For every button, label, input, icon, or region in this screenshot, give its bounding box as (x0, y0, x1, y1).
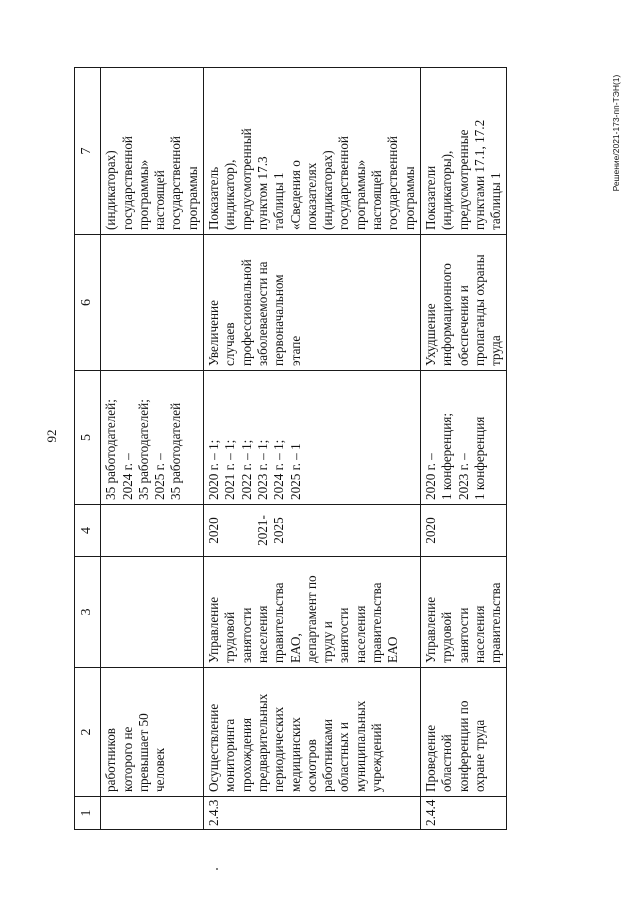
cell-text-line: Показатель (206, 166, 222, 230)
cell-text-line: занятости (238, 607, 254, 663)
cell-text-line: программы» (135, 159, 151, 230)
indicator-link-cell (101, 68, 204, 235)
cell-text-line: этапе (287, 335, 303, 366)
item-number-cell (204, 797, 421, 830)
cell-text-line: государственной (385, 136, 401, 230)
cell-text-line: областных и (336, 722, 352, 792)
cell-text-line: случаев (222, 322, 238, 366)
table-row (101, 68, 204, 830)
cell-text-line: осмотров (303, 739, 319, 792)
cell-text-line: 2024 г. – (119, 453, 135, 500)
cell-text-line: 2020 г. – (422, 453, 438, 500)
cell-text-line: департамент по (303, 575, 319, 663)
table-header-row (75, 68, 101, 830)
table-row (420, 68, 506, 830)
consequence-cell (204, 235, 421, 371)
cell-text-line: (индикаторах) (103, 150, 119, 230)
cell-text-line: населения (352, 605, 368, 663)
cell-text-line: государственной (336, 136, 352, 230)
cell-text-line: 1 конференция; (439, 412, 455, 500)
cell-text-line: ЕАО, (287, 633, 303, 663)
cell-text-line: Увеличение (206, 300, 222, 366)
cell-text-line: (индикатор), (222, 159, 238, 230)
cell-text-line: программы (184, 166, 200, 230)
cell-text-line: 35 работодателей; (103, 399, 119, 500)
cell-text-line: прохождения (238, 717, 254, 792)
cell-text-line: конференции по (455, 700, 471, 792)
activity-name-cell (420, 668, 506, 797)
document-code: Решение/2021-173-пп-ТЭН(1) (611, 74, 621, 192)
cell-text-line: 2025 г. – (152, 453, 168, 500)
cell-text-line: программы» (352, 159, 368, 230)
cell-text-line: занятости (336, 607, 352, 663)
cell-text-line: пунктами 17.1, 17.2 (471, 119, 487, 230)
responsible-executor-cell (420, 557, 506, 668)
cell-text-line: государственной (168, 136, 184, 230)
cell-text-line: пунктом 17.3 (254, 156, 270, 230)
period-cell (204, 505, 421, 557)
header-col-5: 5 (75, 371, 101, 505)
responsible-executor-cell (204, 557, 421, 668)
cell-text-line: 2022 г. – 1; (238, 439, 254, 500)
cell-text-line: 2025 г. – 1 (287, 443, 303, 500)
cell-text-line: 35 работодателей; (135, 399, 151, 500)
cell-text-line: мониторинга (222, 718, 238, 792)
cell-text-line: «Сведения о (287, 160, 303, 230)
cell-text-line: 2.4.4 (422, 799, 438, 826)
responsible-executor-cell (101, 557, 204, 668)
cell-text-line: ЕАО (385, 636, 401, 663)
cell-text-line: Управление (206, 596, 222, 663)
cell-text-line: 2020 (206, 517, 222, 544)
cell-text-line: первоначальном (271, 274, 287, 366)
indicator-link-cell (204, 68, 421, 235)
item-number-cell (101, 797, 204, 830)
header-col-3: 3 (75, 557, 101, 668)
cell-text-line: 2020 (422, 517, 438, 544)
header-col-7: 7 (75, 68, 101, 235)
consequence-cell (420, 235, 506, 371)
cell-text-line: занятости (455, 607, 471, 663)
cell-text-line: охране труда (471, 719, 487, 792)
cell-text-line: 2023 г. – 1; (254, 439, 270, 500)
cell-text-line: 2025 (271, 517, 287, 544)
cell-text-line: таблицы 1 (271, 172, 287, 230)
cell-text-line: 1 конференция (471, 416, 487, 500)
cell-text-line: медицинских (287, 717, 303, 792)
cell-text-line: профессиональной (238, 259, 254, 366)
cell-text-line: превышает 50 (135, 713, 151, 792)
cell-text-line: обеспечения и (455, 285, 471, 366)
activity-name-cell (101, 668, 204, 797)
indicator-link-cell (420, 68, 506, 235)
cell-text-line: 2023 г. – (455, 453, 471, 500)
cell-text-line: таблицы 1 (488, 172, 504, 230)
cell-text-line: 35 работодателей (168, 402, 184, 500)
cell-text-line: учреждений (369, 723, 385, 792)
header-col-4: 4 (75, 505, 101, 557)
cell-text-line: Осуществление (206, 703, 222, 792)
header-col-1: 1 (75, 797, 101, 830)
cell-text-line: труду и (320, 621, 336, 663)
cell-text-line: Показатели (422, 165, 438, 230)
cell-text-line: 2020 г. – 1; (206, 439, 222, 500)
cell-text-line: 2.4.3 (206, 799, 222, 826)
header-col-6: 6 (75, 235, 101, 371)
cell-text-line: 2024 г. – 1; (271, 439, 287, 500)
expected-result-cell (204, 371, 421, 505)
cell-text-line: правительства (488, 582, 504, 663)
expected-result-cell (420, 371, 506, 505)
header-col-2: 2 (75, 668, 101, 797)
expected-result-cell (101, 371, 204, 505)
page-number: 92 (44, 429, 59, 443)
cell-text-line: предусмотренный (238, 128, 254, 230)
table-row (204, 68, 421, 830)
cell-text-line: муниципальных (352, 700, 368, 792)
cell-text-line: 2021- (254, 515, 270, 546)
scan-speck (216, 868, 218, 870)
cell-text-line: труда (488, 335, 504, 366)
cell-text-line: областной (439, 734, 455, 792)
cell-text-line: работниками (320, 719, 336, 792)
cell-text-line: трудовой (222, 611, 238, 663)
cell-text-line: Управление (422, 596, 438, 663)
cell-text-line: населения (254, 605, 270, 663)
consequence-cell (101, 235, 204, 371)
cell-text-line: правительства (369, 582, 385, 663)
cell-text-line: предусмотренные (455, 129, 471, 230)
cell-text-line: предварительных (254, 693, 270, 792)
cell-text-line: человек (152, 747, 168, 792)
cell-text-line: периодических (271, 706, 287, 792)
cell-text-line: которого не (119, 726, 135, 792)
period-cell (101, 505, 204, 557)
cell-text-line: государственной (119, 136, 135, 230)
cell-text-line: показателях (303, 162, 319, 230)
cell-text-line: Проведение (422, 724, 438, 792)
cell-text-line: информационного (439, 263, 455, 366)
cell-text-line: настоящей (369, 170, 385, 230)
rotated-table-wrapper (74, 68, 564, 830)
cell-text-line: правительства (271, 582, 287, 663)
cell-text-line: населения (471, 605, 487, 663)
cell-text-line: (индикаторы), (439, 150, 455, 230)
cell-text-line: пропаганды охраны (471, 254, 487, 366)
cell-text-line: заболеваемости на (254, 261, 270, 366)
cell-text-line: настоящей (152, 170, 168, 230)
cell-text-line: трудовой (439, 611, 455, 663)
period-cell (420, 505, 506, 557)
cell-text-line: 2021 г. – 1; (222, 439, 238, 500)
activity-name-cell (204, 668, 421, 797)
cell-text-line: (индикаторах) (320, 150, 336, 230)
cell-text-line: Ухудшение (422, 303, 438, 366)
item-number-cell (420, 797, 506, 830)
cell-text-line: работников (103, 727, 119, 792)
program-activities-table (74, 67, 507, 830)
cell-text-line: программы (401, 166, 417, 230)
